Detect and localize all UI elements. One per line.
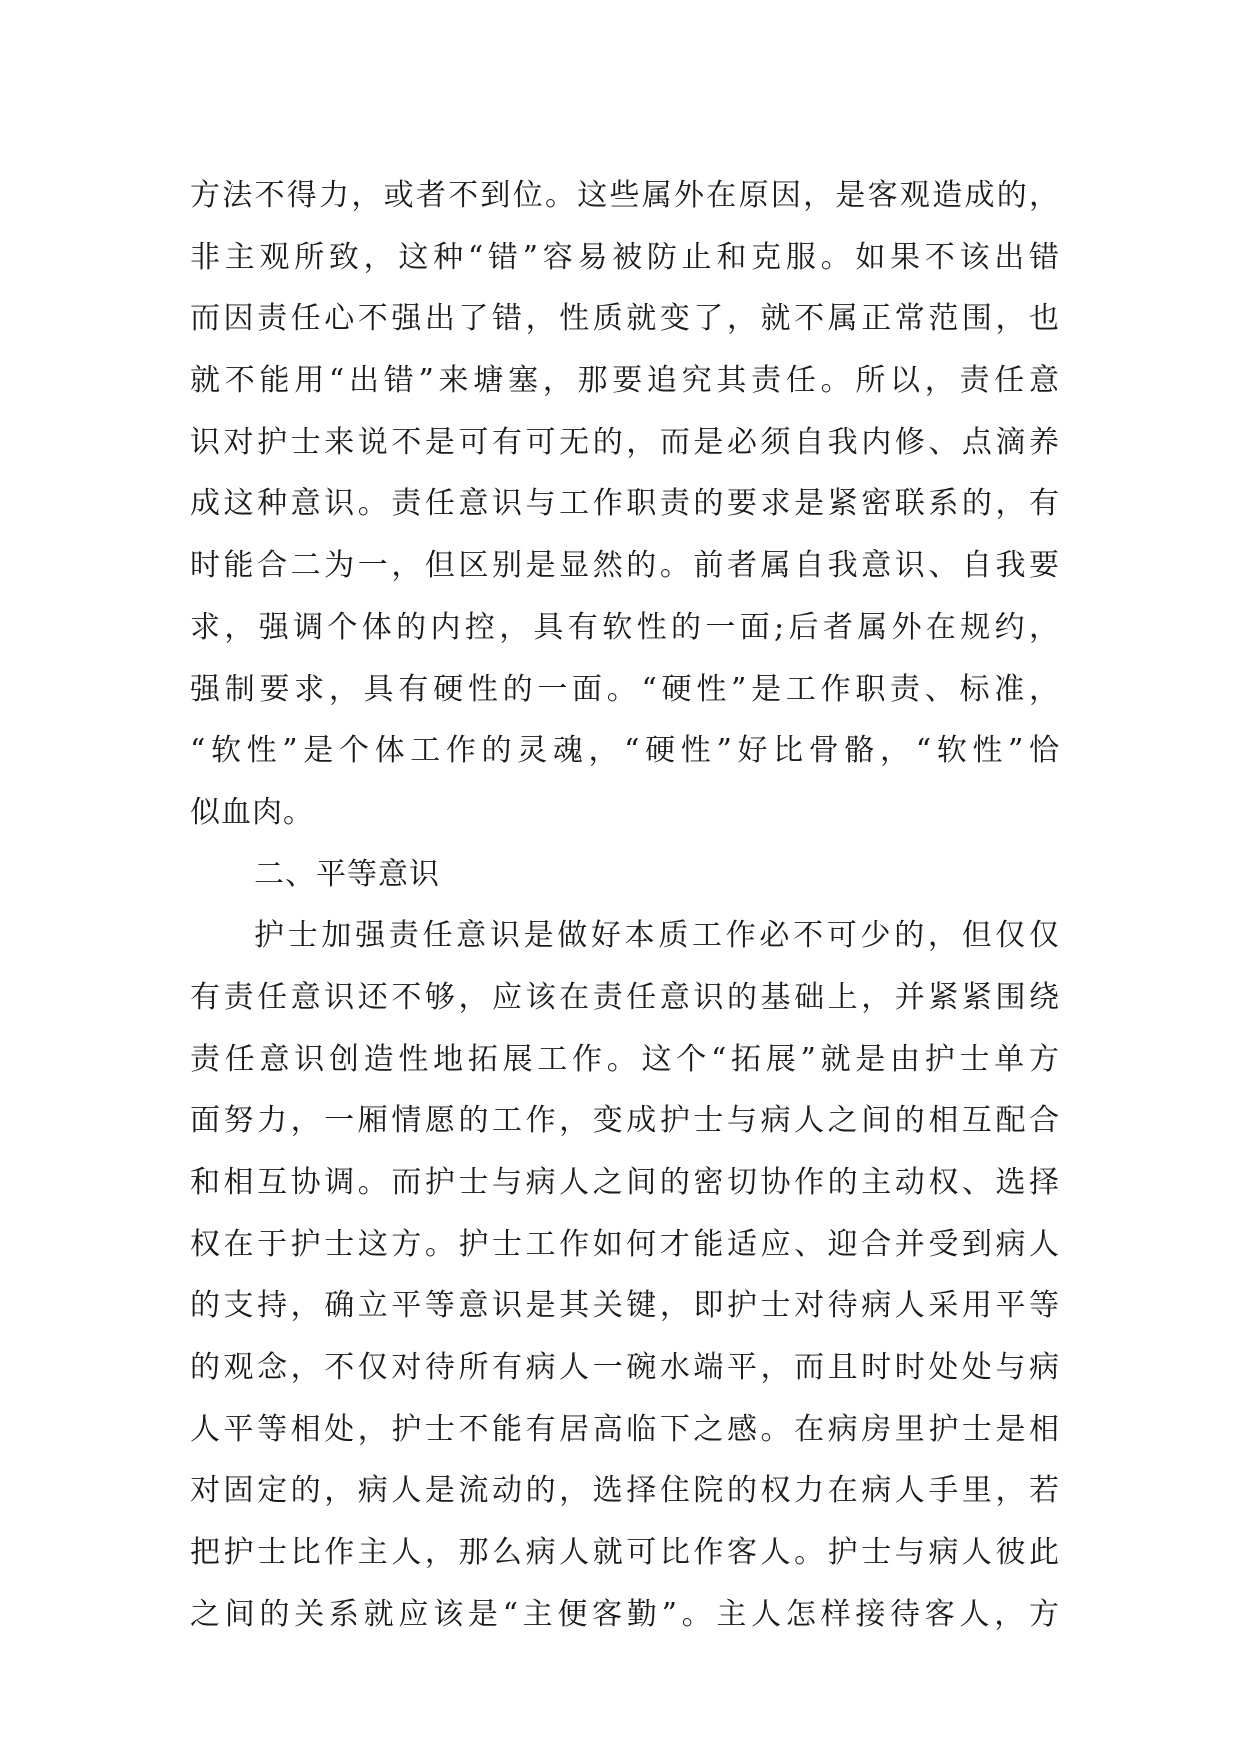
text-line: 识对护士来说不是可有可无的，而是必须自我内修、点滴养 (190, 424, 1060, 460)
text-line: 就不能用“出错”来塘塞，那要追究其责任。所以，责任意 (190, 363, 1060, 399)
text-line: 非主观所致，这种“错”容易被防止和克服。如果不该出错 (190, 239, 1060, 275)
text-line: 的支持，确立平等意识是其关键，即护士对待病人采用平等 (190, 1288, 1060, 1324)
text-line: 而因责任心不强出了错，性质就变了，就不属正常范围，也 (190, 301, 1060, 337)
text-line: 有责任意识还不够，应该在责任意识的基础上，并紧紧围绕 (190, 979, 1060, 1015)
text-line: 把护士比作主人，那么病人就可比作客人。护士与病人彼此 (190, 1535, 1060, 1571)
text-line: 似血肉。 (190, 794, 314, 830)
text-line: 人平等相处，护士不能有居高临下之感。在病房里护士是相 (190, 1411, 1060, 1447)
text-line: 之间的关系就应该是“主便客勤”。主人怎样接待客人，方 (190, 1596, 1060, 1632)
text-line: “软性”是个体工作的灵魂，“硬性”好比骨骼，“软性”恰 (190, 733, 1060, 769)
text-line: 权在于护士这方。护士工作如何才能适应、迎合并受到病人 (190, 1226, 1060, 1262)
text-line: 的观念，不仅对待所有病人一碗水端平，而且时时处处与病 (190, 1350, 1060, 1386)
text-line: 面努力，一厢情愿的工作，变成护士与病人之间的相互配合 (190, 1103, 1060, 1139)
section-heading: 二、平等意识 (254, 856, 440, 892)
text-line: 对固定的，病人是流动的，选择住院的权力在病人手里，若 (190, 1473, 1060, 1509)
text-line: 责任意识创造性地拓展工作。这个“拓展”就是由护士单方 (190, 1041, 1060, 1077)
text-line: 和相互协调。而护士与病人之间的密切协作的主动权、选择 (190, 1165, 1060, 1200)
text-line: 方法不得力，或者不到位。这些属外在原因，是客观造成的， (190, 178, 1060, 213)
text-line: 成这种意识。责任意识与工作职责的要求是紧密联系的，有 (190, 486, 1060, 522)
text-line: 护士加强责任意识是做好本质工作必不可少的，但仅仅 (254, 918, 1060, 954)
body-text (190, 165, 1060, 1646)
text-line: 求，强调个体的内控，具有软性的一面;后者属外在规约， (190, 609, 1060, 645)
text-line: 时能合二为一，但区别是显然的。前者属自我意识、自我要 (190, 548, 1060, 584)
text-line: 强制要求，具有硬性的一面。“硬性”是工作职责、标准， (190, 671, 1060, 707)
